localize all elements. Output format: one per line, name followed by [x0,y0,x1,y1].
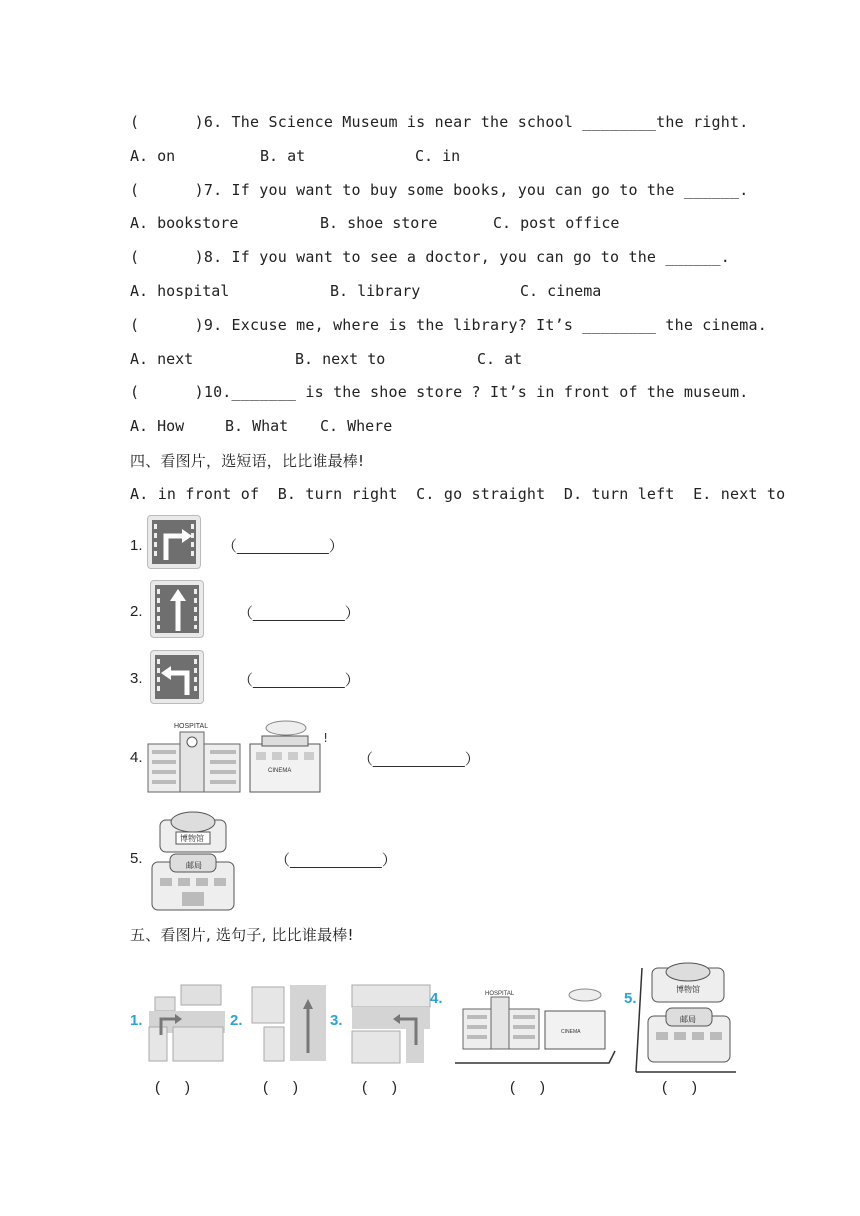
item-2-answer-blank[interactable]: （___________） [238,605,360,622]
item-2-number: 2. [130,603,143,620]
svg-text:HOSPITAL: HOSPITAL [485,991,515,997]
picture-5-answer-blank[interactable]: ( ) [662,1079,697,1096]
q7-option-c: C. post office [493,214,620,232]
item-5-answer-blank[interactable]: （___________） [275,852,397,869]
item-3-number: 3. [130,670,143,687]
map-turn-left-image [350,983,432,1065]
picture-4-answer-blank[interactable]: ( ) [510,1079,545,1096]
q10-option-a: A. How [130,417,185,435]
item-5-number: 5. [130,850,143,867]
picture-3-answer-blank[interactable]: ( ) [362,1079,397,1096]
museum-and-post-office-image [148,806,240,914]
hospital-sign-label: HOSPITAL [174,723,209,730]
question-7-stem: ( )7. If you want to buy some books, you can go to the ______. [130,181,749,199]
q6-option-b: B. at [260,147,306,165]
museum-sign-label: 博物馆 [180,834,204,843]
q10-option-c: C. Where [320,417,393,435]
item-4-answer-blank[interactable]: （___________） [358,751,480,768]
item-1-answer-blank[interactable]: （___________） [222,538,344,555]
svg-text:博物馆: 博物馆 [676,985,700,994]
question-9-stem: ( )9. Excuse me, where is the library? It’s ________ the cinema. [130,316,767,334]
picture-2-answer-blank[interactable]: ( ) [263,1079,298,1096]
q7-option-b: B. shoe store [320,214,438,232]
turn-left-sign-icon [150,650,204,704]
q8-option-c: C. cinema [520,282,602,300]
hospital-next-to-cinema-image [146,718,330,796]
picture-1-answer-blank[interactable]: ( ) [155,1079,190,1096]
section-4-title: 四、看图片，选短语，比比谁最棒! [130,452,365,470]
item-3-answer-blank[interactable]: （___________） [238,672,360,689]
q10-option-b: B. What [225,417,289,435]
svg-text:邮局: 邮局 [680,1015,696,1024]
go-straight-sign-icon [150,580,204,638]
q7-option-a: A. bookstore [130,214,239,232]
question-6-stem: ( )6. The Science Museum is near the school ________the right. [130,113,749,131]
q9-option-c: C. at [477,350,523,368]
item-1-number: 1. [130,537,143,554]
picture-4-number: 4. [430,990,443,1007]
turn-right-sign-icon [147,515,201,569]
q9-option-a: A. next [130,350,194,368]
post-office-sign-label: 邮局 [186,861,202,870]
picture-1-number: 1. [130,1012,143,1029]
q8-option-b: B. library [330,282,421,300]
phrase-bank: A. in front of B. turn right C. go straight D. turn left E. next to [130,485,786,503]
q6-option-c: C. in [415,147,461,165]
map-go-straight-image [250,983,330,1063]
q8-option-a: A. hospital [130,282,230,300]
hospital-cinema-image [455,985,615,1065]
question-10-stem: ( )10._______ is the shoe store ? It’s in front of the museum. [130,383,749,401]
picture-5-number: 5. [624,990,637,1007]
map-turn-right-image [147,983,225,1063]
picture-3-number: 3. [330,1012,343,1029]
svg-text:CINEMA: CINEMA [561,1029,581,1035]
svg-text:!: ! [322,731,330,745]
q9-option-b: B. next to [295,350,386,368]
museum-post-office-image [632,958,738,1076]
cinema-sign-label: CINEMA [268,768,292,774]
item-4-number: 4. [130,749,143,766]
question-8-stem: ( )8. If you want to see a doctor, you can go to the ______. [130,248,730,266]
picture-2-number: 2. [230,1012,243,1029]
q6-option-a: A. on [130,147,176,165]
section-5-title: 五、看图片, 选句子, 比比谁最棒! [130,926,354,944]
